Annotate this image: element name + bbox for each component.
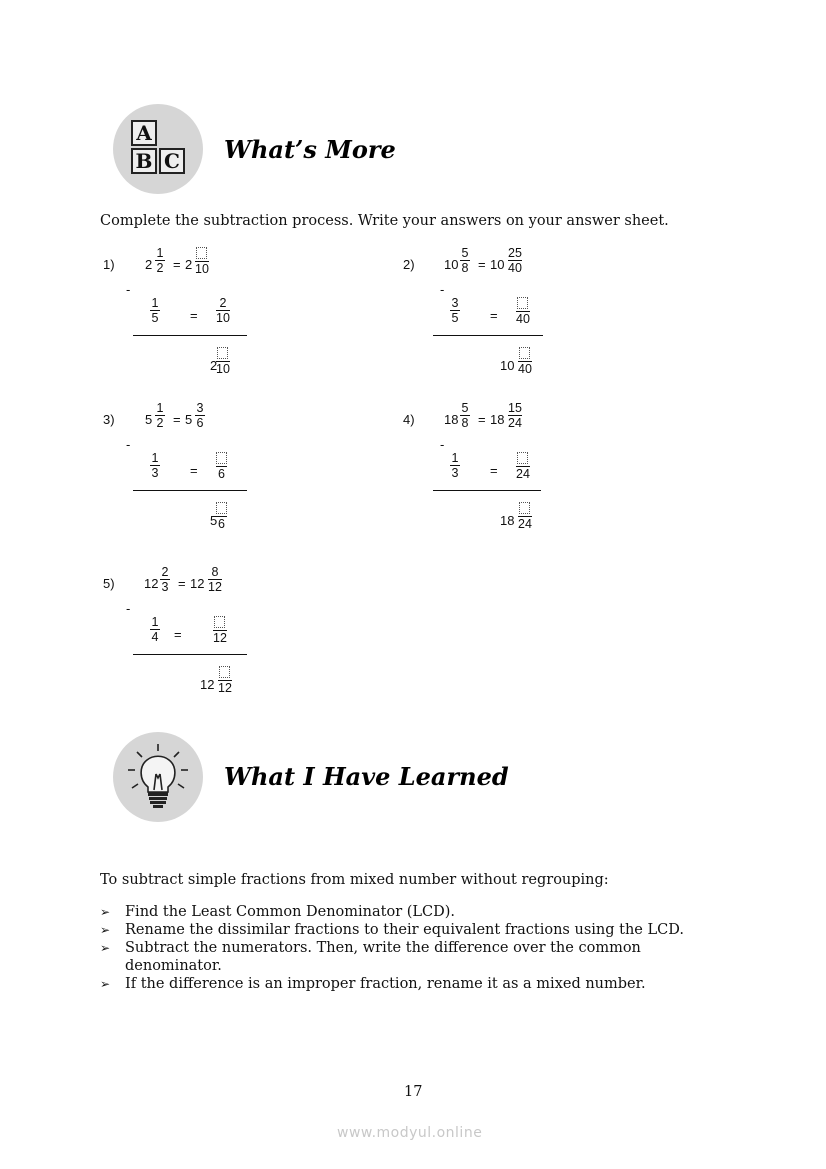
answer-rule xyxy=(133,490,247,491)
answer-box xyxy=(517,297,528,309)
subtrahend-fraction xyxy=(450,451,460,480)
block-c: C xyxy=(159,148,185,174)
mixed-fraction xyxy=(160,565,170,594)
mixed-whole: 10 xyxy=(444,257,459,272)
answer-fraction-denominator: 40 xyxy=(518,362,532,376)
bullet-arrow-icon: ➢ xyxy=(100,977,111,991)
subtrahend-fraction-denominator: 5 xyxy=(151,311,159,325)
subtrahend-fraction-numerator: 1 xyxy=(151,296,159,310)
learned-bullet-1: Find the Least Common Denominator (LCD). xyxy=(125,904,456,920)
section-title-what-i-have-learned: What I Have Learned xyxy=(224,762,509,791)
mixed-fraction-denominator: 3 xyxy=(161,580,169,594)
page-number: 17 xyxy=(404,1084,423,1100)
subtrahend-fraction-denominator: 3 xyxy=(151,466,159,480)
answer-whole: 5 xyxy=(210,513,218,528)
equivalent-fraction xyxy=(195,246,209,276)
mixed-fraction-denominator: 2 xyxy=(156,261,164,275)
equivalent-fraction-numerator: 8 xyxy=(211,565,219,579)
equals-sign: = xyxy=(490,463,498,478)
problem-label: 5) xyxy=(103,576,115,591)
answer-box xyxy=(519,347,530,359)
answer-whole: 2 xyxy=(210,358,218,373)
mixed-fraction xyxy=(460,401,470,430)
answer-rule xyxy=(433,490,541,491)
equivalent-fraction-denominator: 40 xyxy=(508,261,522,275)
subtrahend-fraction xyxy=(150,296,160,325)
subtrahend-equivalent-denominator: 10 xyxy=(216,311,230,325)
equivalent-fraction xyxy=(508,401,522,430)
equivalent-fraction xyxy=(208,565,222,594)
mixed-fraction-numerator: 1 xyxy=(156,401,164,415)
equivalent-fraction-denominator: 12 xyxy=(208,580,222,594)
mixed-fraction-numerator: 1 xyxy=(156,246,164,260)
subtrahend-fraction-numerator: 3 xyxy=(451,296,459,310)
lightbulb-svg xyxy=(113,732,203,822)
subtrahend-equivalent-denominator: 12 xyxy=(213,631,227,645)
equivalent-fraction-numerator: 25 xyxy=(508,246,522,260)
learned-intro: To subtract simple fractions from mixed number without regrouping: xyxy=(100,872,609,888)
answer-box xyxy=(219,666,230,678)
block-b: B xyxy=(131,148,157,174)
subtrahend-equivalent xyxy=(516,451,530,481)
equivalent-whole: 5 xyxy=(185,412,193,427)
minus-sign: - xyxy=(126,437,131,452)
answer-box xyxy=(217,347,228,359)
learned-bullet-3: Subtract the numerators. Then, write the difference over the common denominator. xyxy=(125,940,641,974)
minus-sign: - xyxy=(126,601,131,616)
bullet-arrow-icon: ➢ xyxy=(100,923,111,937)
subtrahend-fraction xyxy=(150,451,160,480)
learned-bullet-2: Rename the dissimilar fractions to their equivalent fractions using the LCD. xyxy=(125,922,684,938)
equals-sign: = xyxy=(173,412,181,427)
mixed-whole: 12 xyxy=(144,576,159,591)
equivalent-whole: 2 xyxy=(185,257,193,272)
equals-sign: = xyxy=(173,257,181,272)
subtrahend-equivalent xyxy=(216,296,230,325)
subtrahend-fraction-numerator: 1 xyxy=(151,451,159,465)
equals-sign: = xyxy=(190,308,198,323)
answer-rule xyxy=(133,335,247,336)
bullet-arrow-icon: ➢ xyxy=(100,905,111,919)
equivalent-fraction-numerator: 15 xyxy=(508,401,522,415)
equals-sign: = xyxy=(190,463,198,478)
equivalent-fraction-numerator: 3 xyxy=(196,401,204,415)
answer-rule xyxy=(133,654,247,655)
subtrahend-equivalent-denominator: 24 xyxy=(516,467,530,481)
lightbulb-icon xyxy=(113,732,203,822)
learned-bullet-4: If the difference is an improper fraction, rename it as a mixed number. xyxy=(125,976,646,992)
mixed-whole: 2 xyxy=(145,257,153,272)
answer-box xyxy=(517,452,528,464)
subtrahend-fraction xyxy=(450,296,460,325)
minus-sign: - xyxy=(440,437,445,452)
equivalent-fraction xyxy=(195,401,205,430)
watermark: www.modyul.online xyxy=(337,1125,483,1141)
answer-box xyxy=(196,247,207,259)
mixed-whole: 5 xyxy=(145,412,153,427)
minus-sign: - xyxy=(440,282,445,297)
answer-box xyxy=(214,616,225,628)
equivalent-whole: 12 xyxy=(190,576,205,591)
subtrahend-fraction xyxy=(150,615,160,644)
mixed-fraction-denominator: 8 xyxy=(461,261,469,275)
equals-sign: = xyxy=(490,308,498,323)
equals-sign: = xyxy=(478,257,486,272)
answer-box xyxy=(519,502,530,514)
bullet-arrow-icon: ➢ xyxy=(100,941,111,955)
equals-sign: = xyxy=(478,412,486,427)
answer-box xyxy=(216,502,227,514)
problem-label: 2) xyxy=(403,257,415,272)
equivalent-whole: 18 xyxy=(490,412,505,427)
mixed-fraction xyxy=(155,246,165,275)
answer-fraction-denominator: 6 xyxy=(218,517,225,531)
subtrahend-fraction-denominator: 5 xyxy=(451,311,459,325)
subtrahend-fraction-numerator: 1 xyxy=(451,451,459,465)
mixed-fraction-denominator: 8 xyxy=(461,416,469,430)
answer-fraction xyxy=(518,501,532,531)
equals-sign: = xyxy=(178,576,186,591)
problem-label: 4) xyxy=(403,412,415,427)
subtrahend-fraction-denominator: 4 xyxy=(151,630,159,644)
answer-whole: 18 xyxy=(500,513,515,528)
equals-sign: = xyxy=(174,627,182,642)
mixed-fraction-numerator: 5 xyxy=(461,246,469,260)
mixed-fraction xyxy=(460,246,470,275)
equivalent-fraction-denominator: 24 xyxy=(508,416,522,430)
subtrahend-equivalent-denominator: 40 xyxy=(516,312,530,326)
abc-blocks-icon xyxy=(113,104,203,194)
answer-fraction-denominator: 24 xyxy=(518,517,532,531)
mixed-fraction-numerator: 5 xyxy=(461,401,469,415)
subtrahend-fraction-numerator: 1 xyxy=(151,615,159,629)
answer-fraction xyxy=(218,665,232,695)
subtrahend-equivalent xyxy=(516,296,530,326)
subtrahend-fraction-denominator: 3 xyxy=(451,466,459,480)
answer-fraction-denominator: 10 xyxy=(216,362,230,376)
answer-whole: 10 xyxy=(500,358,515,373)
subtrahend-equivalent-denominator: 6 xyxy=(218,467,225,481)
subtrahend-equivalent xyxy=(216,451,227,481)
answer-whole: 12 xyxy=(200,677,215,692)
mixed-fraction-numerator: 2 xyxy=(161,565,169,579)
equivalent-whole: 10 xyxy=(490,257,505,272)
equivalent-fraction xyxy=(508,246,522,275)
equivalent-fraction-denominator: 10 xyxy=(195,262,209,276)
minus-sign: - xyxy=(126,282,131,297)
answer-fraction-denominator: 12 xyxy=(218,681,232,695)
answer-box xyxy=(216,452,227,464)
problem-label: 1) xyxy=(103,257,115,272)
equivalent-fraction-denominator: 6 xyxy=(196,416,204,430)
section-title-whats-more: What’s More xyxy=(224,135,396,164)
mixed-fraction-denominator: 2 xyxy=(156,416,164,430)
answer-fraction xyxy=(216,501,227,531)
subtrahend-equivalent-numerator: 2 xyxy=(219,296,227,310)
answer-fraction xyxy=(216,346,230,376)
mixed-fraction xyxy=(155,401,165,430)
instruction-text: Complete the subtraction process. Write your answers on your answer sheet. xyxy=(100,213,669,229)
block-a: A xyxy=(131,120,157,146)
answer-fraction xyxy=(518,346,532,376)
mixed-whole: 18 xyxy=(444,412,459,427)
problem-label: 3) xyxy=(103,412,115,427)
answer-rule xyxy=(433,335,543,336)
subtrahend-equivalent xyxy=(213,615,227,645)
